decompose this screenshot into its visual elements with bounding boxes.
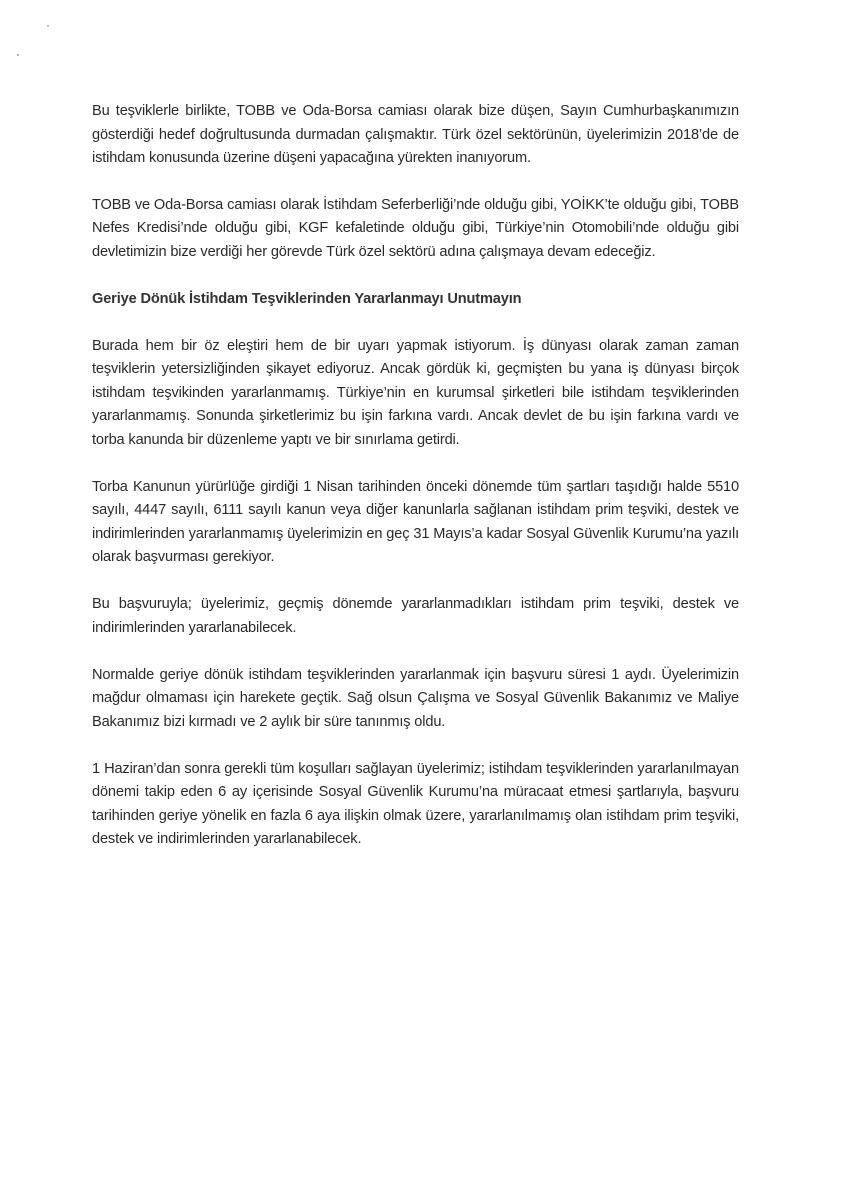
scan-speck [47,25,49,27]
paragraph-support-statement: Bu teşviklerle birlikte, TOBB ve Oda-Borsa camiası olarak bize düşen, Sayın Cumhurbaşkanımızın gösterdiği hedef doğrultusunda durmadan çalışmaktır. Türk özel sektörünün, üyelerimizin 2018’de de istihdam konusunda üzerine düşeni yapacağına yürekten inanıyorum. [92,103,739,166]
section-heading: Geriye Dönük İstihdam Teşviklerinden Yararlanmayı Unutmayın [92,290,522,307]
paragraph-extension: Normalde geriye dönük istihdam teşviklerinden yararlanmak için başvuru süresi 1 aydı. Üyelerimizin mağdur olmaması için harekete geçtik. Sağ olsun Çalışma ve Sosyal Güvenlik Bakanımız ve Maliye Bakanımız bizi kırmadı ve 2 aylık bir süre tanınmış oldu. [92,666,739,730]
paragraph-application-benefit: Bu başvuruyla; üyelerimiz, geçmiş dönemde yararlanmadıkları istihdam prim teşviki, destek ve indirimlerinden yararlanabilecek. [92,596,739,636]
paragraph-self-criticism: Burada hem bir öz eleştiri hem de bir uyarı yapmak istiyorum. İş dünyası olarak zaman zaman teşviklerin yetersizliğinden şikayet ediyoruz. Ancak gördük ki, geçmişten bu yana iş dünyası birçok istihdam teşvikinden yararlanmamış. Türkiye’nin en kurumsal şirketleri bile istihdam teşviklerinden yararlanmamış. Sonunda şirketlerimiz bu işin farkına vardı. Ancak devlet de bu işin farkına vardı ve torba kanunda bir düzenleme yaptı ve bir sınırlama getirdi. [92,337,739,448]
paragraph-application-deadline: Torba Kanunun yürürlüğe girdiği 1 Nisan tarihinden önceki dönemde tüm şartları taşıdığı halde 5510 sayılı, 4447 sayılı, 6111 sayılı kanun veya diğer kanunlarla sağlanan istihdam prim teşviki, destek ve indirimlerinden yararlanmamış üyelerimizin en geç 31 Mayıs’a kadar Sosyal Güvenlik Kurumu’na yazılı olarak başvurması gerekiyor. [92,478,739,565]
document-body [92,100,739,875]
paragraph-after-june: 1 Haziran’dan sonra gerekli tüm koşulları sağlayan üyelerimiz; istihdam teşviklerinden yararlanılmayan dönemi takip eden 6 ay içerisinde Sosyal Güvenlik Kurumu’na müracaat etmesi şartlarıyla, başvuru tarihinden geriye yönelik en fazla 6 aya ilişkin olmak üzere, yararlanılmamış olan istihdam prim teşviki, destek ve indirimlerinden yararlanabilecek. [92,760,739,847]
paragraph-commitment: TOBB ve Oda-Borsa camiası olarak İstihdam Seferberliği’nde olduğu gibi, YOİKK’te olduğu gibi, TOBB Nefes Kredisi’nde olduğu gibi, KGF kefaletinde olduğu gibi, Türkiye’nin Otomobili’nde olduğu gibi devletimizin bize verdiği her görevde Türk özel sektörü adına çalışmaya devam edeceğiz. [92,196,739,260]
scan-speck [17,54,19,56]
